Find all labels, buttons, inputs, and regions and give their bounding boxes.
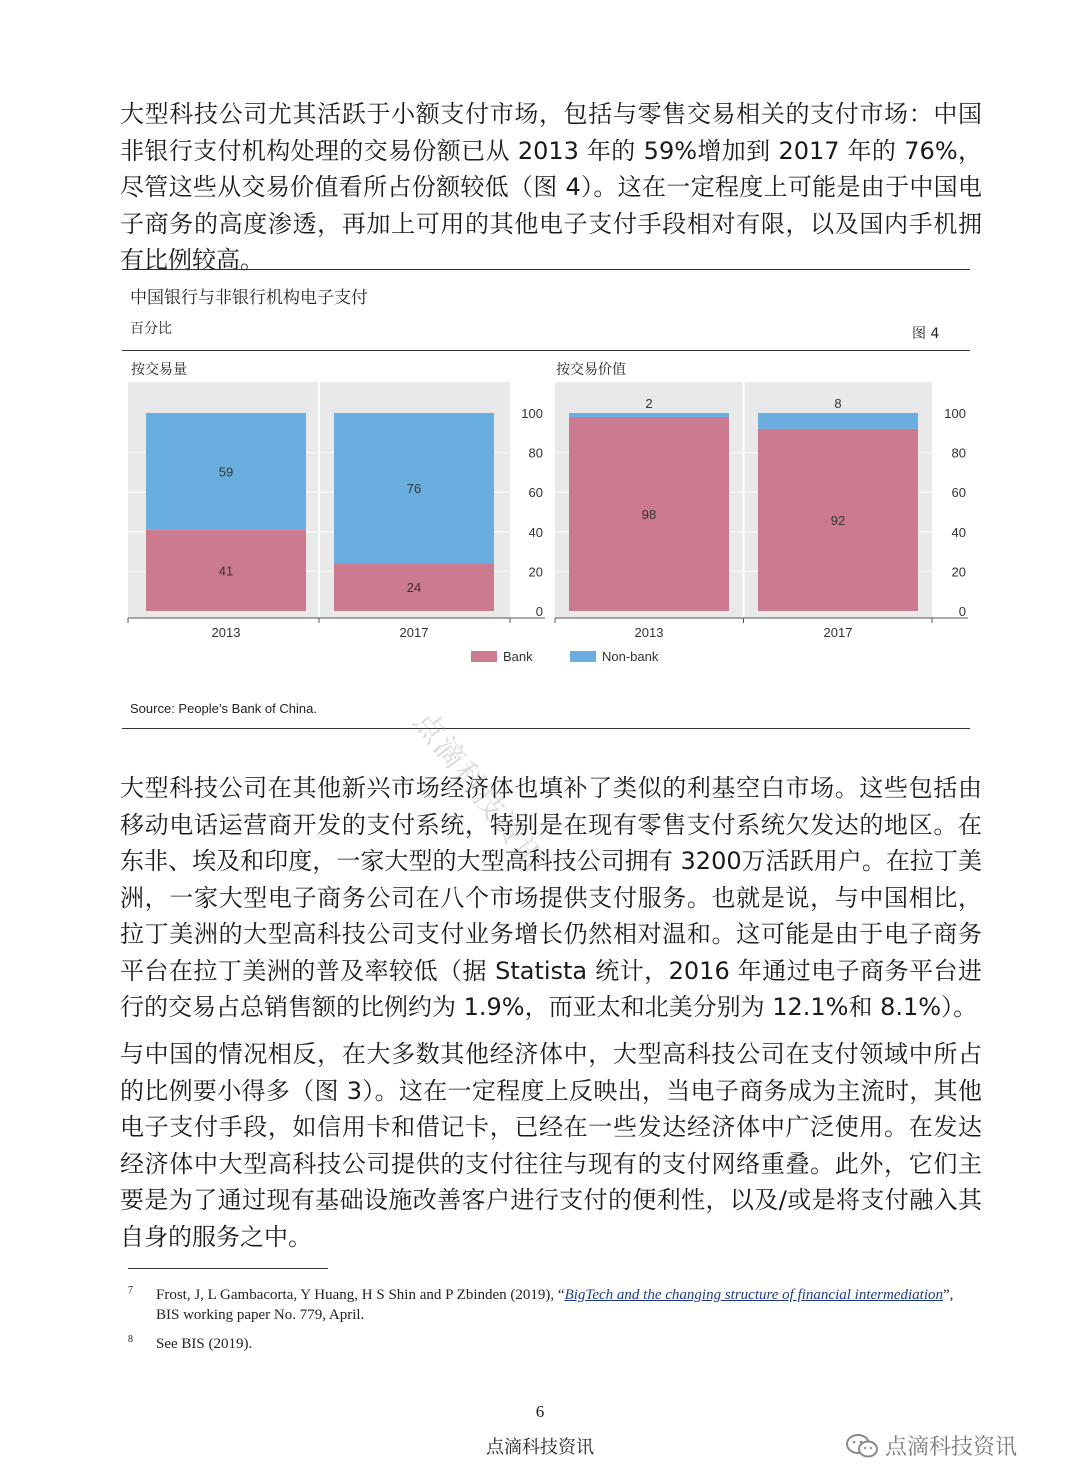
footnote-8 — [128, 1334, 968, 1354]
figure-title: 中国银行与非银行机构电子支付 — [130, 288, 368, 308]
volume-y-tick-label: 0 — [535, 604, 543, 619]
brand-watermark: 点滴科技资讯 — [885, 1435, 1018, 1460]
footnote-7-publication: ”, BIS working paper No. 779, April. — [156, 1287, 954, 1323]
figure-bottom-rule — [122, 728, 970, 729]
legend-bank-swatch — [471, 651, 497, 662]
stacked-bar-charts — [0, 0, 1080, 720]
value-data-label-bank-2013: 98 — [641, 506, 657, 522]
volume-data-label-bank-2013: 41 — [218, 563, 234, 579]
footnote-8-text: See BIS (2019). — [156, 1336, 253, 1352]
volume-y-tick-label: 100 — [521, 406, 543, 421]
other-economies-paragraph: 与中国的情况相反，在大多数其他经济体中，大型高科技公司在支付领域中所占的比例要小得多（图 3）。这在一定程度上反映出，当电子商务成为主流时，其他电子支付手段，如信用卡和借记卡，已经在一些发达经济体中广泛使用。在发达经济体中大型高科技公司提供的支付往往与现有的支付网络重叠。此外，它们主要是为了通过现有基础设施改善客户进行支付的便利性，以及/或是将支付融入其自身的服务之中。 — [120, 1040, 982, 1251]
value-panel-title: 按交易价值 — [556, 361, 626, 377]
value-y-tick-label: 0 — [958, 604, 966, 619]
diagonal-watermark: 点滴科技资讯 — [406, 704, 552, 878]
volume-category-label-2013: 2013 — [211, 625, 241, 640]
value-data-label-non-bank-2013: 2 — [645, 396, 653, 411]
value-bar-non-bank-2013 — [569, 413, 729, 417]
value-category-label-2013: 2013 — [634, 625, 664, 640]
value-category-label-2017: 2017 — [823, 625, 853, 640]
page-number: 6 — [535, 1402, 545, 1421]
value-y-tick-label: 80 — [951, 445, 966, 461]
value-data-label-non-bank-2017: 8 — [834, 396, 842, 411]
value-y-tick-label: 60 — [951, 485, 966, 501]
footnote-rule — [128, 1268, 328, 1269]
value-y-tick-label: 40 — [951, 524, 966, 540]
figure-label: 图 4 — [912, 326, 940, 342]
legend-bank-label: Bank — [503, 649, 533, 664]
figure-unit: 百分比 — [130, 321, 172, 337]
volume-data-label-bank-2017: 24 — [406, 580, 422, 596]
volume-y-tick-label: 20 — [528, 564, 543, 580]
volume-y-tick-label: 40 — [528, 524, 543, 540]
footer-name: 点滴科技资讯 — [486, 1437, 594, 1458]
footnote-8-number: 8 — [128, 1334, 133, 1345]
volume-panel-title: 按交易量 — [131, 361, 187, 377]
value-data-label-bank-2017: 92 — [830, 512, 846, 528]
footnote-7-link[interactable]: BigTech and the changing structure of financial intermediation — [564, 1287, 943, 1303]
volume-y-tick-label: 80 — [528, 445, 543, 461]
volume-data-label-non-bank-2013: 59 — [218, 464, 234, 480]
footnote-7-number: 7 — [128, 1285, 133, 1296]
figure-source: Source: People’s Bank of China. — [130, 701, 317, 716]
value-bar-non-bank-2017 — [758, 413, 918, 429]
emerging-markets-paragraph: 大型科技公司在其他新兴市场经济体也填补了类似的利基空白市场。这些包括由移动电话运营商开发的支付系统，特别是在现有零售支付系统欠发达的地区。在东非、埃及和印度，一家大型的大型高科技公司拥有 3200万活跃用户。在拉丁美洲，一家大型电子商务公司在八个市场提供支付服务。也就是说，与中国相比，拉丁美洲的大型高科技公司支付业务增长仍然相对温和。这可能是由于电子商务平台在拉丁美洲的普及率较低（据 Statista 统计，2016 年通过电子商务平台进行的交易占总销售额的比例约为 1.9%，而亚太和北美分别为 12.1%和 8.1%）。 — [120, 774, 982, 1021]
volume-data-label-non-bank-2017: 76 — [406, 481, 422, 497]
legend-nonbank-swatch — [570, 651, 596, 662]
value-y-tick-label: 100 — [944, 406, 966, 421]
value-y-tick-label: 20 — [951, 564, 966, 580]
footnote-7 — [128, 1285, 968, 1325]
wechat-icon — [845, 1433, 879, 1459]
legend-nonbank-label: Non-bank — [602, 649, 659, 664]
intro-paragraph: 大型科技公司尤其活跃于小额支付市场，包括与零售交易相关的支付市场：中国非银行支付机构处理的交易份额已从 2013 年的 59%增加到 2017 年的 76%，尽管这些从交易价值看所占份额较低（图 4）。这在一定程度上可能是由于中国电子商务的高度渗透，再加上可用的其他电子支付手段相对有限，以及国内手机拥有比例较高。 — [120, 100, 982, 274]
volume-y-tick-label: 60 — [528, 485, 543, 501]
footnote-7-authors: Frost, J, L Gambacorta, Y Huang, H S Shin and P Zbinden (2019), “ — [156, 1287, 565, 1303]
volume-category-label-2017: 2017 — [399, 625, 429, 640]
